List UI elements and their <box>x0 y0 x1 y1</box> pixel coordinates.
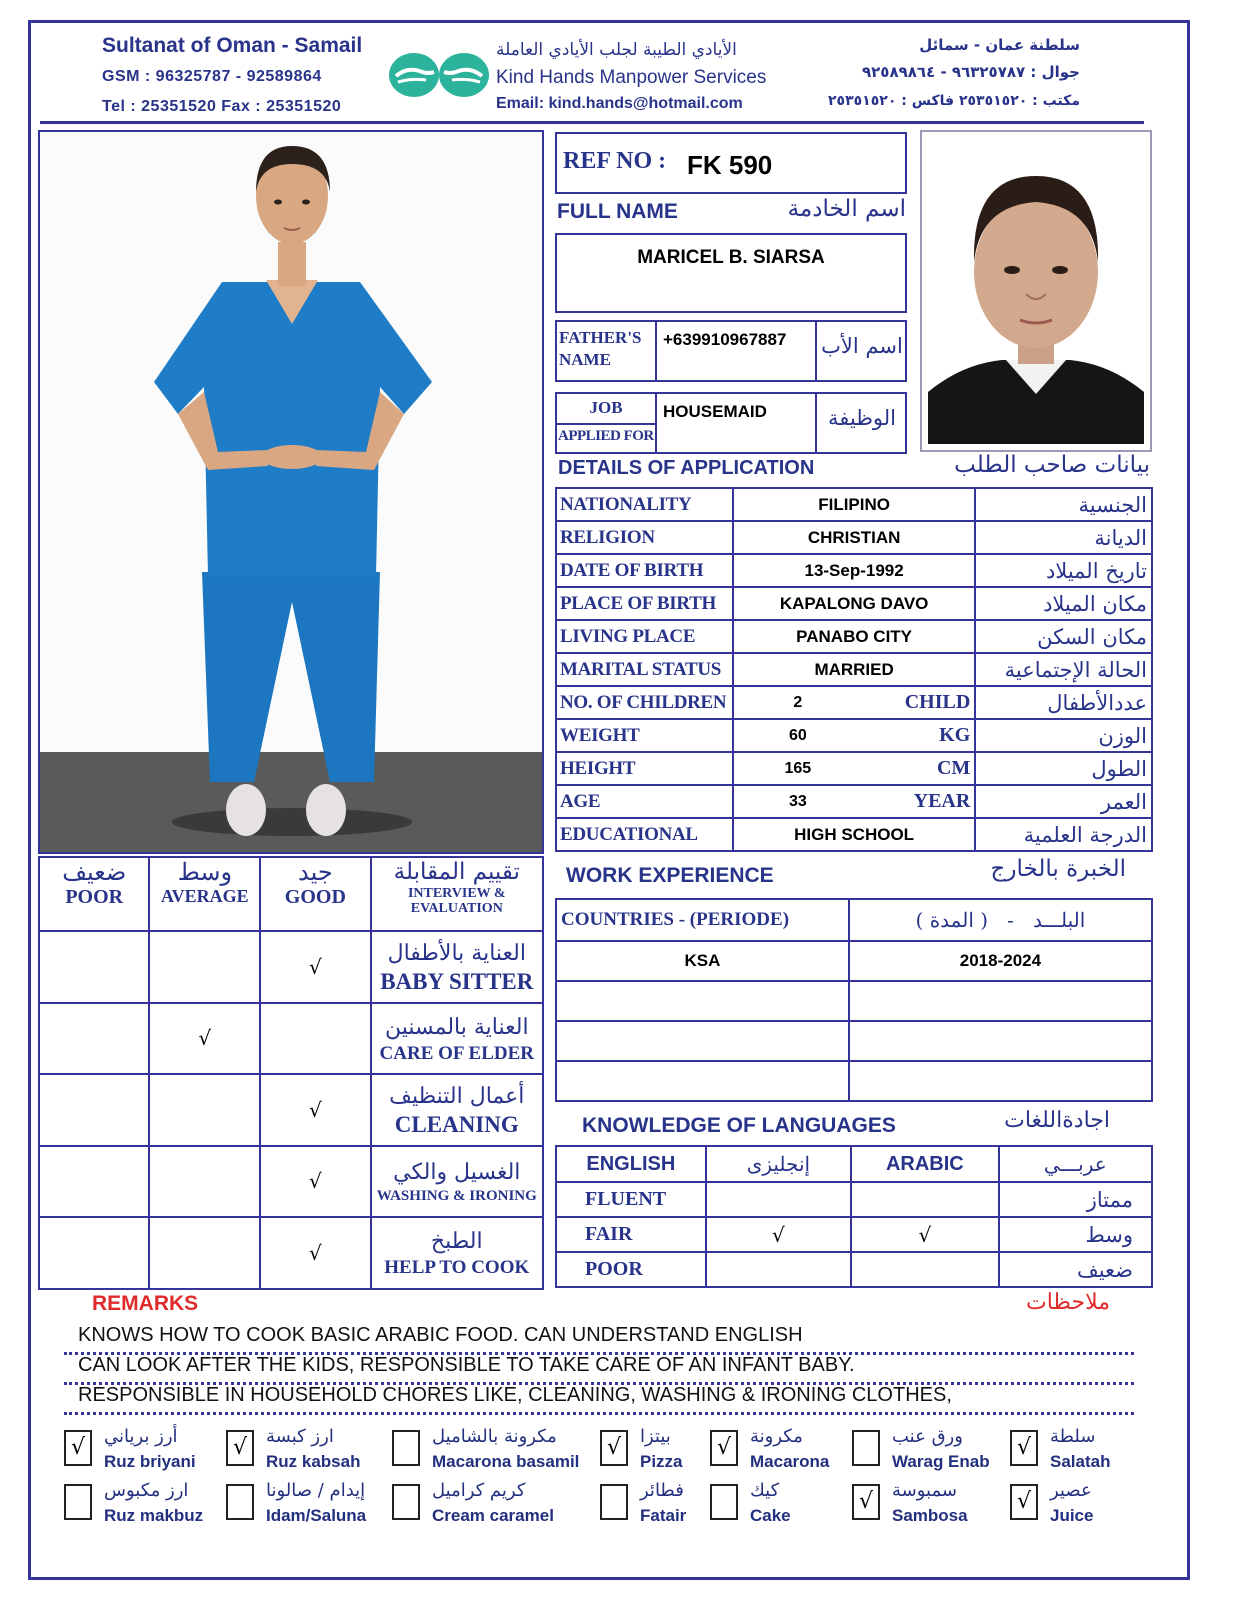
details-row <box>556 620 1152 653</box>
details-row <box>556 719 1152 752</box>
details-label: MARITAL STATUS <box>556 653 733 686</box>
food-label-ar: بيتزا <box>640 1426 671 1447</box>
details-value: KAPALONG DAVO <box>733 587 975 620</box>
lang-arabic-cell: √ <box>851 1217 998 1252</box>
details-title: DETAILS OF APPLICATION <box>558 457 815 479</box>
food-checkbox[interactable] <box>600 1484 628 1520</box>
details-value: CHRISTIAN <box>733 521 975 554</box>
details-unit: KG <box>862 719 976 752</box>
ref-box <box>555 132 907 194</box>
evaluation-row <box>39 931 543 1003</box>
eval-good-cell: √ <box>260 1146 370 1218</box>
work-country-cell: KSA <box>556 941 849 981</box>
passport-photo <box>920 130 1152 452</box>
food-label: Fatair <box>640 1506 687 1525</box>
food-checkbox[interactable] <box>710 1484 738 1520</box>
eval-poor-cell <box>39 1146 149 1218</box>
details-label: LIVING PLACE <box>556 620 733 653</box>
work-row <box>556 1061 1152 1101</box>
food-label-ar: سلطة <box>1050 1426 1096 1447</box>
food-label: Ruz kabsah <box>266 1452 361 1471</box>
father-name-box <box>555 320 907 382</box>
eval-poor-cell <box>39 1003 149 1075</box>
header-company-ar: الأيادي الطيبة لجلب الأيادي العاملة <box>496 40 737 60</box>
details-label-ar: مكان الميلاد <box>975 587 1152 620</box>
food-checkbox[interactable]: √ <box>852 1484 880 1520</box>
eval-average-cell <box>149 931 260 1003</box>
eval-skill-en: CLEANING <box>394 1112 519 1138</box>
work-country-cell <box>556 1021 849 1061</box>
header-mobile-ar: جوال : ٩٦٣٢٥٧٨٧ - ٩٢٥٨٩٨٦٤ <box>862 63 1080 81</box>
work-period-cell: 2018-2024 <box>849 941 1152 981</box>
details-value: HIGH SCHOOL <box>733 818 975 851</box>
eval-header-poor-ar: ضعيف <box>62 858 127 886</box>
food-label-ar: فطائر <box>640 1480 684 1501</box>
lang-arabic-cell <box>851 1252 998 1287</box>
eval-skill-cell <box>371 1146 543 1218</box>
remarks-label-ar: ملاحظات <box>1026 1290 1110 1315</box>
lang-level-ar: وسط <box>999 1217 1152 1252</box>
languages-table <box>555 1145 1153 1288</box>
lang-level-ar: ضعيف <box>999 1252 1152 1287</box>
work-period-cell <box>849 1061 1152 1101</box>
eval-poor-cell <box>39 1217 149 1289</box>
language-row <box>556 1252 1152 1287</box>
eval-header-good: GOOD <box>284 886 346 908</box>
eval-skill-ar: العناية بالأطفال <box>387 941 526 967</box>
ref-label: REF NO : <box>563 148 667 174</box>
food-label-ar: كريم كراميل <box>432 1480 526 1501</box>
evaluation-table <box>38 856 544 1290</box>
food-label-ar: ارز مكبوس <box>104 1480 189 1501</box>
eval-skill-en: HELP TO COOK <box>384 1257 530 1279</box>
eval-good-cell: √ <box>260 1217 370 1289</box>
evaluation-row <box>39 1003 543 1075</box>
details-label-ar: الوزن <box>975 719 1152 752</box>
eval-header-title-ar: تقييم المقابلة <box>393 859 520 885</box>
eval-skill-en: BABY SITTER <box>380 969 534 995</box>
lang-header-english: ENGLISH <box>556 1146 706 1182</box>
lang-header-arabic-ar: عربـــي <box>999 1146 1152 1182</box>
details-unit: CHILD <box>862 686 976 719</box>
eval-skill-cell <box>371 1003 543 1075</box>
lang-level: FLUENT <box>556 1182 706 1217</box>
remarks-label: REMARKS <box>92 1292 199 1315</box>
food-checkbox[interactable] <box>392 1484 420 1520</box>
eval-header-average-ar: وسط <box>177 858 233 886</box>
food-checkbox[interactable]: √ <box>226 1430 254 1466</box>
food-label-ar: مكرونة <box>750 1426 803 1447</box>
eval-skill-ar: أعمال التنظيف <box>389 1084 525 1110</box>
remarks-line-3: RESPONSIBLE IN HOUSEHOLD CHORES LIKE, CLEANING, WASHING & IRONING CLOTHES, <box>78 1384 952 1406</box>
food-label-ar: مكرونة بالشاميل <box>432 1426 557 1447</box>
header-email: Email: kind.hands@hotmail.com <box>496 95 743 112</box>
food-checkbox[interactable] <box>64 1484 92 1520</box>
details-label-ar: الحالة الإجتماعية <box>975 653 1152 686</box>
details-row <box>556 587 1152 620</box>
details-row <box>556 752 1152 785</box>
father-label-ar: اسم الأب <box>821 334 903 358</box>
details-row <box>556 818 1152 851</box>
food-label: Ruz makbuz <box>104 1506 204 1525</box>
food-checkbox[interactable]: √ <box>1010 1484 1038 1520</box>
food-checkbox[interactable] <box>852 1430 880 1466</box>
details-label-ar: الطول <box>975 752 1152 785</box>
eval-skill-en: WASHING & IRONING <box>376 1187 537 1204</box>
eval-skill-cell <box>371 931 543 1003</box>
eval-average-cell <box>149 1074 260 1146</box>
ref-value: FK 590 <box>687 150 773 180</box>
food-label: Macarona basamil <box>432 1452 580 1471</box>
eval-header-poor: POOR <box>65 886 124 908</box>
work-col-period-ar: البلـــد - ( المدة ) <box>849 899 1152 941</box>
full-name-value: MARICEL B. SIARSA <box>637 247 825 268</box>
lang-level: FAIR <box>556 1217 706 1252</box>
details-label: DATE OF BIRTH <box>556 554 733 587</box>
details-table <box>555 487 1153 852</box>
evaluation-row <box>39 1074 543 1146</box>
details-value: FILIPINO <box>733 488 975 521</box>
details-row <box>556 521 1152 554</box>
food-checkbox[interactable] <box>226 1484 254 1520</box>
details-row <box>556 488 1152 521</box>
full-name-label: FULL NAME <box>557 200 678 223</box>
food-checkbox[interactable]: √ <box>1010 1430 1038 1466</box>
details-value: 13-Sep-1992 <box>733 554 975 587</box>
eval-poor-cell <box>39 1074 149 1146</box>
food-label: Idam/Saluna <box>266 1506 367 1525</box>
header-tel: Tel : 25351520 Fax : 25351520 <box>102 98 342 115</box>
details-unit: CM <box>862 752 976 785</box>
eval-average-cell: √ <box>149 1003 260 1075</box>
details-label: PLACE OF BIRTH <box>556 587 733 620</box>
eval-skill-en: CARE OF ELDER <box>379 1042 535 1064</box>
food-label: Macarona <box>750 1452 830 1471</box>
job-label-ar: الوظيفة <box>827 406 896 430</box>
lang-english-cell <box>706 1182 851 1217</box>
food-checkbox[interactable]: √ <box>64 1430 92 1466</box>
food-label: Salatah <box>1050 1452 1111 1471</box>
eval-average-cell <box>149 1217 260 1289</box>
eval-header-average: AVERAGE <box>160 886 249 906</box>
lang-english-cell: √ <box>706 1217 851 1252</box>
job-value: HOUSEMAID <box>663 402 767 421</box>
details-value: PANABO CITY <box>733 620 975 653</box>
food-label-ar: أرز برياني <box>104 1426 178 1447</box>
eval-poor-cell <box>39 931 149 1003</box>
eval-good-cell: √ <box>260 931 370 1003</box>
header-divider <box>40 121 1144 124</box>
details-label: HEIGHT <box>556 752 733 785</box>
food-checkbox[interactable]: √ <box>710 1430 738 1466</box>
language-row <box>556 1217 1152 1252</box>
eval-good-cell <box>260 1003 370 1075</box>
eval-good-cell: √ <box>260 1074 370 1146</box>
eval-header-title: INTERVIEW & EVALUATION <box>407 886 506 916</box>
details-row <box>556 653 1152 686</box>
evaluation-row <box>39 1217 543 1289</box>
work-row <box>556 941 1152 981</box>
food-label: Sambosa <box>892 1506 968 1525</box>
lang-english-cell <box>706 1252 851 1287</box>
details-label: NO. OF CHILDREN <box>556 686 733 719</box>
food-checkbox[interactable] <box>392 1430 420 1466</box>
food-label: Pizza <box>640 1452 683 1471</box>
food-label: Ruz briyani <box>104 1452 196 1471</box>
languages-title: KNOWLEDGE OF LANGUAGES <box>582 1114 896 1137</box>
details-label: WEIGHT <box>556 719 733 752</box>
job-label-2: APPLIED FOR <box>558 428 654 444</box>
father-label-2: NAME <box>559 350 611 369</box>
details-value: 165 <box>733 752 862 785</box>
lang-level: POOR <box>556 1252 706 1287</box>
details-label-ar: الدرجة العلمية <box>975 818 1152 851</box>
lang-arabic-cell <box>851 1182 998 1217</box>
father-label-1: FATHER'S <box>559 328 642 347</box>
work-title: WORK EXPERIENCE <box>566 864 774 887</box>
eval-skill-ar: الغسيل والكي <box>393 1159 521 1185</box>
details-row <box>556 554 1152 587</box>
lang-header-english-ar: إنجليزى <box>706 1146 851 1182</box>
details-title-ar: بيانات صاحب الطلب <box>954 452 1150 478</box>
food-label-ar: ورق عنب <box>892 1426 963 1447</box>
eval-skill-cell <box>371 1217 543 1289</box>
evaluation-row <box>39 1146 543 1218</box>
details-label-ar: الجنسية <box>975 488 1152 521</box>
work-row <box>556 1021 1152 1061</box>
job-box <box>555 392 907 454</box>
eval-average-cell <box>149 1146 260 1218</box>
food-label-ar: عصير <box>1050 1480 1092 1501</box>
work-col-countries: COUNTRIES - (PERIODE) <box>556 899 849 941</box>
header-location: Sultanat of Oman - Samail <box>102 34 363 57</box>
work-table <box>555 898 1153 1102</box>
job-label-1: JOB <box>589 398 623 417</box>
full-name-box <box>555 233 907 313</box>
details-value: 60 <box>733 719 862 752</box>
details-label-ar: العمر <box>975 785 1152 818</box>
food-label: Cream caramel <box>432 1506 554 1525</box>
details-label: NATIONALITY <box>556 488 733 521</box>
header-gsm: GSM : 96325787 - 92589864 <box>102 68 322 85</box>
food-label-ar: كيك <box>750 1480 780 1501</box>
work-country-cell <box>556 981 849 1021</box>
work-title-ar: الخبرة بالخارج <box>990 856 1126 882</box>
food-checkbox[interactable]: √ <box>600 1430 628 1466</box>
remarks-line-2: CAN LOOK AFTER THE KIDS, RESPONSIBLE TO TAKE CARE OF AN INFANT BABY. <box>78 1354 855 1376</box>
eval-skill-ar: الطبخ <box>430 1229 483 1255</box>
full-body-photo <box>38 130 544 854</box>
details-label: RELIGION <box>556 521 733 554</box>
details-label-ar: الديانة <box>975 521 1152 554</box>
details-label-ar: مكان السكن <box>975 620 1152 653</box>
details-row <box>556 785 1152 818</box>
language-row <box>556 1182 1152 1217</box>
food-label-ar: سمبوسة <box>892 1480 957 1501</box>
food-label: Warag Enab <box>892 1452 990 1471</box>
details-label: EDUCATIONAL <box>556 818 733 851</box>
lang-level-ar: ممتاز <box>999 1182 1152 1217</box>
eval-skill-ar: العناية بالمسنين <box>384 1014 529 1040</box>
header-office-ar: مكتب : ٢٥٣٥١٥٢٠ فاكس : ٢٥٣٥١٥٢٠ <box>828 93 1080 109</box>
food-label: Juice <box>1050 1506 1094 1525</box>
details-label-ar: عددالأطفال <box>975 686 1152 719</box>
food-label-ar: ارز كبسة <box>266 1426 334 1447</box>
lang-header-arabic: ARABIC <box>851 1146 998 1182</box>
details-value: MARRIED <box>733 653 975 686</box>
full-name-label-ar: اسم الخادمة <box>787 196 906 222</box>
details-value: 2 <box>733 686 862 719</box>
details-label: AGE <box>556 785 733 818</box>
eval-skill-cell <box>371 1074 543 1146</box>
eval-header-good-ar: جيد <box>298 858 333 886</box>
details-value: 33 <box>733 785 862 818</box>
details-row <box>556 686 1152 719</box>
food-label: Cake <box>750 1506 791 1525</box>
header-location-ar: سلطنة عمان - سمائل <box>919 36 1080 54</box>
hands-logo-icon <box>388 52 490 98</box>
work-period-cell <box>849 981 1152 1021</box>
work-period-cell <box>849 1021 1152 1061</box>
header-company-en: Kind Hands Manpower Services <box>496 67 767 88</box>
details-unit: YEAR <box>862 785 976 818</box>
languages-title-ar: اجادةاللغات <box>1004 1108 1110 1133</box>
work-row <box>556 981 1152 1021</box>
work-country-cell <box>556 1061 849 1101</box>
details-label-ar: تاريخ الميلاد <box>975 554 1152 587</box>
father-value: +639910967887 <box>663 330 787 349</box>
food-label-ar: إيدام / صالونا <box>266 1480 366 1501</box>
remarks-line-1: KNOWS HOW TO COOK BASIC ARABIC FOOD. CAN UNDERSTAND ENGLISH <box>78 1324 803 1346</box>
